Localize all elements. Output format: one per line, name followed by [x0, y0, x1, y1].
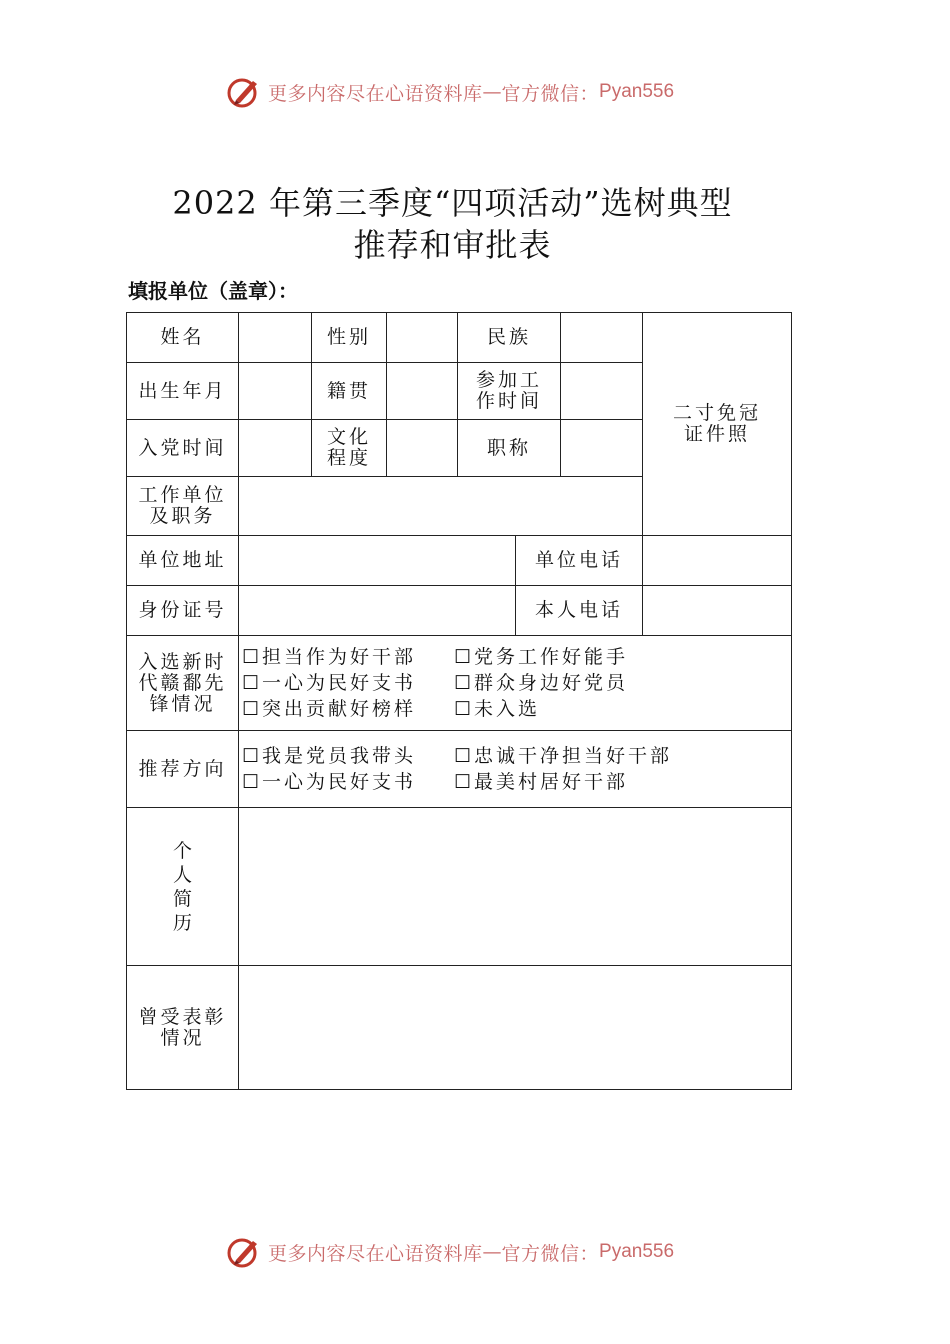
- watermark-separator: —: [482, 1241, 502, 1263]
- input-resume[interactable]: [239, 808, 792, 966]
- checkbox-pioneer-5[interactable]: ☐突出贡献好榜样: [242, 698, 417, 720]
- input-birth[interactable]: [239, 363, 312, 420]
- watermark-text: 更多内容尽在心语资料库: [268, 1242, 483, 1265]
- label-direction: 推荐方向: [127, 731, 239, 808]
- input-unit-address[interactable]: [239, 536, 516, 586]
- pioneer-option-row-3: [242, 696, 791, 722]
- input-personal-phone[interactable]: [643, 586, 792, 636]
- label-resume: 个人简历: [172, 839, 192, 934]
- pen-logo-icon: [226, 74, 262, 110]
- input-ethnicity[interactable]: [561, 313, 643, 363]
- label-unit-phone: 单位电话: [516, 536, 643, 586]
- checkbox-direction-3[interactable]: ☐一心为民好支书: [242, 771, 417, 793]
- input-native-place[interactable]: [387, 363, 458, 420]
- label-personal-phone: 本人电话: [516, 586, 643, 636]
- photo-line2: 证件照: [684, 423, 751, 445]
- pioneer-options: [239, 636, 792, 731]
- checkbox-pioneer-4[interactable]: ☐群众身边好党员: [454, 672, 629, 694]
- input-work-unit[interactable]: [239, 477, 643, 536]
- pen-logo-icon: [226, 1234, 262, 1270]
- watermark-official: 官方微信：: [501, 1242, 600, 1265]
- label-work-start: 参加工作时间: [458, 363, 561, 420]
- label-title-rank: 职称: [458, 420, 561, 477]
- watermark-text: 更多内容尽在心语资料库: [268, 82, 483, 105]
- watermark-top: [226, 72, 746, 112]
- label-ethnicity: 民族: [458, 313, 561, 363]
- watermark-separator: —: [482, 81, 502, 103]
- label-name: 姓名: [127, 313, 239, 363]
- label-native-place: 籍贯: [312, 363, 387, 420]
- input-gender[interactable]: [387, 313, 458, 363]
- watermark-account: Pyan556: [599, 81, 675, 102]
- input-id-number[interactable]: [239, 586, 516, 636]
- input-education[interactable]: [387, 420, 458, 477]
- direction-options: [239, 731, 792, 808]
- input-name[interactable]: [239, 313, 312, 363]
- checkbox-pioneer-1[interactable]: ☐担当作为好干部: [242, 646, 417, 668]
- nomination-form-table: [126, 312, 792, 1090]
- checkbox-pioneer-6[interactable]: ☐未入选: [454, 698, 541, 720]
- watermark-bottom: [226, 1232, 746, 1272]
- checkbox-direction-4[interactable]: ☐最美村居好干部: [454, 771, 629, 793]
- label-birth: 出生年月: [127, 363, 239, 420]
- label-work-unit: 工作单位及职务: [127, 477, 239, 536]
- input-unit-phone[interactable]: [643, 536, 792, 586]
- watermark-account: Pyan556: [599, 1241, 675, 1262]
- checkbox-pioneer-2[interactable]: ☐党务工作好能手: [454, 646, 629, 668]
- page-title-line2: 推荐和审批表: [353, 226, 552, 264]
- label-gender: 性别: [312, 313, 387, 363]
- org-label: 填报单位（盖章）：: [128, 279, 298, 303]
- checkbox-pioneer-3[interactable]: ☐一心为民好支书: [242, 672, 417, 694]
- checkbox-direction-1[interactable]: ☐我是党员我带头: [242, 745, 417, 767]
- pioneer-option-row-2: [242, 670, 791, 696]
- photo-box[interactable]: [643, 313, 792, 536]
- watermark-official: 官方微信：: [501, 82, 600, 105]
- input-title-rank[interactable]: [561, 420, 643, 477]
- label-honors: 曾受表彰情况: [127, 966, 239, 1090]
- page-title-line1: 2022 年第三季度“四项活动”选树典型: [172, 184, 733, 222]
- label-pioneer: 入选新时代赣鄱先锋情况: [127, 636, 239, 731]
- photo-line1: 二寸免冠: [673, 402, 762, 424]
- input-work-start[interactable]: [561, 363, 643, 420]
- label-party-join: 入党时间: [127, 420, 239, 477]
- direction-option-row-1: [242, 743, 791, 769]
- input-party-join[interactable]: [239, 420, 312, 477]
- resume-label-cell: [127, 808, 239, 966]
- direction-option-row-2: [242, 769, 791, 795]
- checkbox-direction-2[interactable]: ☐忠诚干净担当好干部: [454, 745, 673, 767]
- label-education: 文化程度: [312, 420, 387, 477]
- label-unit-address: 单位地址: [127, 536, 239, 586]
- pioneer-option-row-1: [242, 644, 791, 670]
- input-honors[interactable]: [239, 966, 792, 1090]
- label-id-number: 身份证号: [127, 586, 239, 636]
